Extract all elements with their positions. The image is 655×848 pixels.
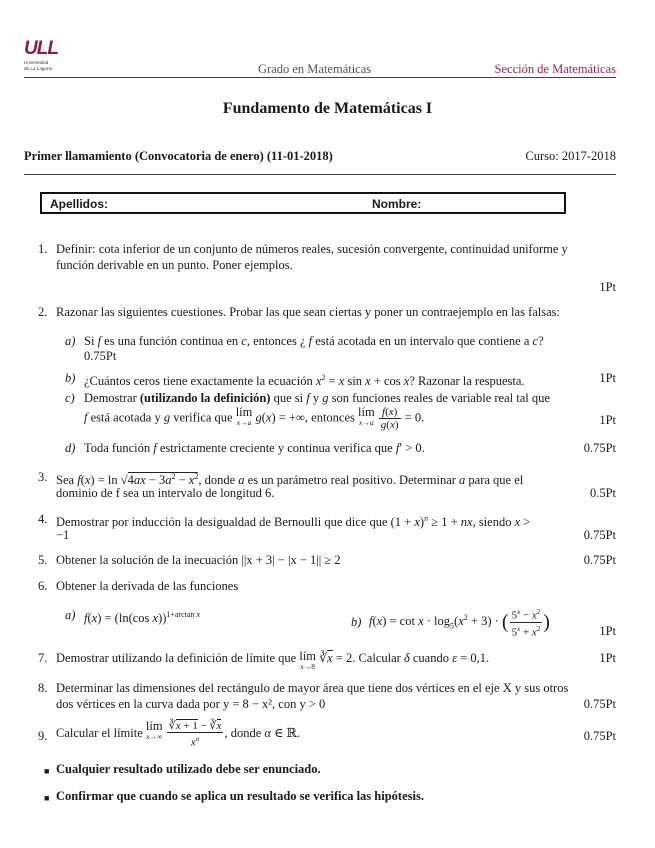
note-bullet: ■ <box>44 793 50 803</box>
q7-points: 1Pt <box>599 651 616 665</box>
q6a-label: a) <box>65 608 76 622</box>
note-1: Cualquier resultado utilizado debe ser enunciado. <box>56 762 321 776</box>
q1-points: 1Pt <box>599 280 616 294</box>
q1-number: 1. <box>38 242 48 256</box>
q3-number: 3. <box>38 470 48 484</box>
q2a-points: 0.75Pt <box>84 349 117 363</box>
q1-line2: función derivable en un punto. Poner ejemplos. <box>56 258 293 272</box>
header-degree: Grado en Matemáticas <box>258 62 372 76</box>
q5-points: 0.75Pt <box>583 553 616 567</box>
logo-subtitle-1: Universidad <box>24 60 49 65</box>
q8-line1: Determinar las dimensiones del rectángulo de mayor área que tiene dos vértices en el eje X y sus otros <box>56 681 569 695</box>
q2c-line2: f está acotada y g verifica que lím x→a g(x) = +∞, entonces lím x→a $\frac{f(x)}{g(x)}$ = 0. <box>84 405 425 431</box>
q5-text: Obtener la solución de la inecuación ||x + 3| − |x − 1|| ≥ 2 <box>56 553 341 567</box>
q2d-label: d) <box>65 441 76 455</box>
q7-number: 7. <box>38 651 48 665</box>
note-2: Confirmar que cuando se aplica un resultado se verifica las hipótesis. <box>56 789 424 803</box>
title-rule <box>24 174 616 175</box>
q6-number: 6. <box>38 579 48 593</box>
q2a-text: Si f es una función continua en c, entonces ¿ f está acotada en un intervalo que contiene a c? <box>84 334 544 348</box>
q2b-points: 1Pt <box>599 371 616 385</box>
q7-text: Demostrar utilizando la definición de límite que lím x→8 ∛x = 2. Calcular δ cuando ε = 0,1. <box>56 649 490 671</box>
q4-points: 0.75Pt <box>583 528 616 542</box>
q1-line1: Definir: cota inferior de un conjunto de números reales, sucesión convergente, continuidad uniforme y <box>56 242 568 256</box>
q6-points: 1Pt <box>599 624 616 638</box>
logo-subtitle-2: de La Laguna <box>24 66 53 71</box>
q2c-label: c) <box>65 391 75 405</box>
exam-title: Fundamento de Matemáticas I <box>222 100 433 117</box>
exam-call: Primer llamamiento (Convocatoria de enero) (11-01-2018) <box>24 149 333 163</box>
q8-line2: dos vértices en la curva dada por y = 8 − x², con y > 0 <box>56 697 326 711</box>
q2b-text: ¿Cuántos ceros tiene exactamente la ecuación $x^2 = x$ sin x + cos x? Razonar la respuesta. <box>84 373 525 389</box>
q8-points: 0.75Pt <box>583 697 616 711</box>
q6-text: Obtener la derivada de las funciones <box>56 579 239 593</box>
q2d-text: Toda función f estrictamente creciente y continua verifica que f′ > 0. <box>84 441 425 455</box>
exam-course: Curso: 2017-2018 <box>525 149 616 163</box>
header-rule <box>24 77 616 78</box>
note-bullet: ■ <box>44 766 50 776</box>
surname-label: Apellidos: <box>50 197 109 211</box>
q9-number: 9. <box>38 729 48 743</box>
q2c-points: 1Pt <box>599 413 616 427</box>
q2a-label: a) <box>65 334 76 348</box>
q8-number: 8. <box>38 681 48 695</box>
q6a-formula: f(x) = (ln(cos x))$^{1+arctan x}$ <box>84 610 201 626</box>
q4-number: 4. <box>38 512 48 526</box>
q2b-label: b) <box>65 371 76 385</box>
university-logo: ULL <box>24 38 58 59</box>
q6b-formula: $f(x) = \cot x \cdot \log_5(x^2 + 3)$ · ( $\frac{5^x - x^2}{5^x + x^2}$ ) <box>369 608 550 639</box>
q2d-points: 0.75Pt <box>583 441 616 455</box>
q2-number: 2. <box>38 305 48 319</box>
q3-line1: Sea $f(x) = \ln √4ax - 3a^2 - x^2$, donde a es un parámetro real positivo. Determinar a para que el <box>56 472 524 488</box>
header-section: Sección de Matemáticas <box>494 62 616 76</box>
q9-points: 0.75Pt <box>583 729 616 743</box>
q4-line1: Demostrar por inducción la desigualdad de Bernoulli que dice que $(1 + x)^n \ge 1$ + nx, siendo x > <box>56 514 531 530</box>
name-label: Nombre: <box>372 197 422 211</box>
q4-line2: −1 <box>56 528 70 542</box>
q6b-label: b) <box>351 615 362 629</box>
student-name-box[interactable] <box>40 192 566 214</box>
q5-number: 5. <box>38 553 48 567</box>
q2c-line1: Demostrar (utilizando la definición) que si f y g son funciones reales de variable real tal que <box>84 391 550 405</box>
q3-line2: dominio de f sea un intervalo de longitud 6. <box>56 486 275 500</box>
q9-text: Calcular el límite lím x→∞ $\frac{∛x + 1 - ∛x}{x^\alpha}$ , donde α ∈ ℝ. <box>56 719 300 749</box>
q3-points: 0.5Pt <box>589 486 616 500</box>
q2-text: Razonar las siguientes cuestiones. Probar las que sean ciertas y poner un contraejemplo en las falsas: <box>56 305 561 319</box>
